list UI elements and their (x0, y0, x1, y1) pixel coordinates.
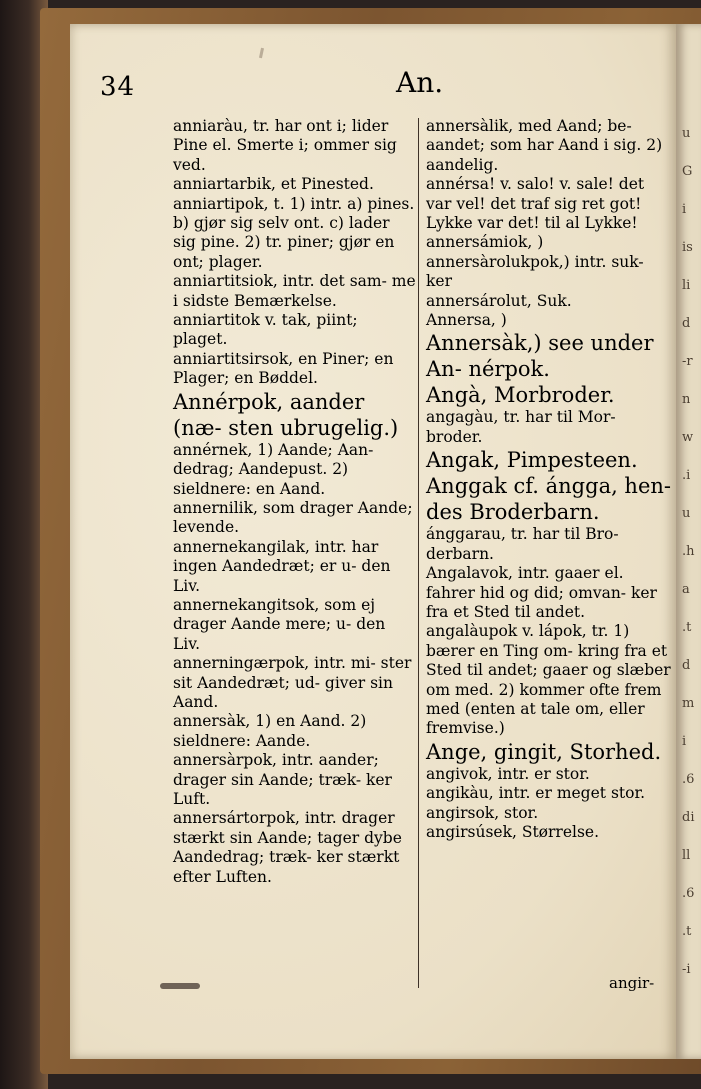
entry-headword: annersámiok, (426, 233, 538, 252)
entry-definition: see under An- nérpok. (426, 331, 654, 382)
entry-headword: ánggarau, (426, 525, 511, 544)
facing-page-fragment: i (682, 202, 687, 217)
entry-headword: annersárolut, (426, 291, 537, 310)
entry-definition: Pimpesteen. (506, 448, 638, 473)
dictionary-entry (426, 408, 674, 447)
entry-definition: tr. har ont i; lider Pine el. Smerte i; ommer sig ved. (173, 117, 397, 174)
entry-headword: annersàrolukpok,) (426, 252, 575, 271)
dictionary-entry (173, 195, 416, 273)
facing-page-fragment: li (682, 278, 691, 293)
dictionary-entry (426, 739, 674, 765)
dictionary-entry (173, 654, 416, 712)
entry-headword: Anggak (426, 474, 514, 499)
dictionary-entry (426, 447, 674, 473)
facing-page-fragment: .t (682, 620, 692, 635)
entry-definition: med Aand; be- aandet; som har Aand i sig. 2) aandelig. (426, 117, 663, 174)
entry-headword: annerningærpok, (173, 654, 315, 673)
entry-headword: Annersa, (426, 311, 501, 330)
facing-page-fragment: n (682, 392, 691, 407)
entry-definition: ) (500, 311, 507, 330)
entry-definition: en Piner; en Plager; en Bøddel. (173, 349, 394, 388)
entry-headword: Annérpok, (173, 389, 290, 414)
dictionary-entry (426, 473, 674, 525)
dictionary-entry (173, 499, 416, 538)
dictionary-entry (173, 175, 416, 194)
dictionary-entry (426, 175, 674, 233)
entry-headword: anniartitsirsok, (173, 349, 299, 368)
dictionary-entry (173, 751, 416, 809)
entry-definition: 1) Aande; Aan- dedrag; Aandepust. 2) sieldnere: en Aand. (173, 440, 374, 498)
entry-definition: som ej drager Aande mere; u- den Liv. (173, 595, 386, 653)
facing-page-fragment: .h (682, 544, 695, 559)
facing-page-fragment: -r (682, 354, 693, 369)
dictionary-entry (426, 525, 674, 564)
entry-headword: annersàk, (173, 712, 256, 731)
entry-definition: 1) en Aand. 2) sieldnere: Aande. (173, 712, 367, 750)
facing-page-fragment: .6 (682, 886, 695, 901)
entry-definition: intr. er meget stor. (498, 784, 646, 803)
entry-definition: intr. drager stærkt sin Aande; tager dybe Aandedrag; træk- ker stærkt efter Luften. (173, 809, 402, 886)
facing-page-fragment: w (682, 430, 694, 445)
dictionary-entry (426, 784, 674, 803)
facing-page-fragment: di (682, 810, 695, 825)
entry-definition: Suk. (536, 291, 572, 310)
entry-headword: Ange, (426, 739, 494, 764)
dictionary-entry (173, 538, 416, 596)
entry-definition: tr. har til Mor- broder. (426, 408, 616, 446)
facing-page-fragment: d (682, 658, 691, 673)
page-header (100, 62, 660, 102)
facing-page-fragment: .i (682, 468, 691, 483)
entry-definition: cf. ángga, hen- des Broderbarn. (426, 474, 672, 525)
entry-definition: v. salo! v. sale! det var vel! det traf sig ret got! Lykke var det! til al Lykke! (426, 175, 645, 233)
entry-definition: intr. gaaer el. fahrer hid og did; omvan- ker fra et Sted til andet. (426, 564, 657, 621)
entry-definition: intr. er stor. (497, 764, 590, 783)
entry-definition: som drager Aande; levende. (173, 498, 413, 537)
entry-headword: angalàupok (426, 622, 523, 641)
entry-definition: stor. (504, 803, 539, 822)
catchword: angir- (609, 974, 655, 992)
dictionary-entry (426, 564, 674, 622)
entry-headword: annersàlik, (426, 117, 519, 135)
dictionary-entry (426, 823, 674, 842)
entry-headword: Angà, (426, 383, 495, 408)
entry-headword: anniartipok, (173, 194, 274, 213)
entry-headword: annérnek, (173, 440, 258, 459)
dictionary-entry (173, 272, 416, 311)
right-column (426, 117, 674, 842)
entry-headword: anniartitok (173, 311, 265, 330)
entry-headword: anniartitsiok, (173, 272, 283, 291)
facing-page-fragment: -i (682, 962, 691, 977)
entry-definition: tr. har til Bro- derbarn. (426, 525, 619, 563)
entry-headword: Angak, (426, 448, 507, 473)
entry-definition: intr. har ingen Aandedræt; er u- den Liv. (173, 537, 391, 595)
entry-headword: angivok, (426, 764, 498, 783)
entry-headword: anniaràu, (173, 117, 253, 135)
left-column (173, 117, 416, 887)
dictionary-entry (426, 311, 674, 330)
entry-headword: angirsok, (426, 803, 505, 822)
dictionary-entry (426, 765, 674, 784)
dictionary-entry (173, 596, 416, 654)
dictionary-entry (173, 311, 416, 350)
dictionary-entry (426, 253, 674, 292)
facing-page-fragment: u (682, 126, 691, 141)
facing-page-fragment: is (682, 240, 693, 255)
facing-page-fragment: .6 (682, 772, 695, 787)
entry-definition: t. 1) intr. a) pines. b) gjør sig selv ont. c) lader sig pine. 2) tr. piner; gjør en ont; plager. (173, 194, 415, 271)
dictionary-entry (426, 804, 674, 823)
entry-headword: Annersàk,) (426, 331, 549, 356)
dictionary-entry (426, 330, 674, 382)
entry-headword: anniartarbik, (173, 175, 281, 194)
entry-definition: intr. aander; drager sin Aande; træk- ker Luft. (173, 751, 392, 808)
entry-definition: intr. mi- ster sit Aandedræt; ud- giver sin Aand. (173, 654, 412, 711)
dictionary-entry (426, 622, 674, 738)
running-head: An. (396, 66, 444, 99)
entry-headword: angagàu, (426, 408, 504, 427)
facing-page-fragment: G (682, 164, 693, 179)
dictionary-entry (426, 382, 674, 408)
facing-page-fragment: .t (682, 924, 692, 939)
entry-headword: angikàu, (426, 784, 499, 803)
facing-page-edge (676, 24, 701, 1059)
entry-headword: Angalavok, (426, 564, 518, 583)
dictionary-entry (173, 389, 416, 441)
entry-headword: annernekangilak, (173, 537, 315, 556)
facing-page-fragment: d (682, 316, 691, 331)
entry-headword: annernekangitsok, (173, 595, 325, 614)
dictionary-entry (426, 292, 674, 311)
entry-headword: annérsa! (426, 175, 501, 194)
dictionary-entry (173, 441, 416, 499)
page-number: 34 (100, 72, 136, 102)
dictionary-entry (173, 117, 416, 175)
entry-definition: intr. det sam- me i sidste Bemærkelse. (173, 272, 416, 310)
facing-page-fragment: i (682, 734, 687, 749)
dictionary-entry (173, 712, 416, 751)
entry-definition: et Pinested. (280, 175, 374, 194)
entry-definition: intr. suk- ker (426, 252, 644, 291)
entry-headword: annersàrpok, (173, 751, 282, 770)
entry-headword: angirsúsek, (426, 822, 522, 841)
dictionary-entry (426, 117, 674, 175)
entry-definition: aander (næ- sten ubrugelig.) (173, 389, 399, 440)
entry-definition: v. lápok, tr. 1) bærer en Ting om- kring fra et Sted til andet; gaaer og slæber om med. 2) kommer ofte frem med (enten at tale om, eller fremvise.) (426, 622, 671, 738)
dictionary-entry (173, 350, 416, 389)
entry-definition: Morbroder. (494, 383, 615, 408)
entry-definition: ) (537, 233, 544, 252)
entry-definition: gingit, Storhed. (493, 739, 662, 764)
entry-definition: Størrelse. (521, 822, 600, 841)
dictionary-entry (173, 809, 416, 887)
end-ornament (160, 983, 200, 989)
facing-page-fragment: m (682, 696, 695, 711)
facing-page-fragment: ll (682, 848, 691, 863)
entry-headword: annersártorpok, (173, 809, 305, 828)
column-divider (418, 118, 419, 988)
facing-page-fragment: a (682, 582, 690, 597)
facing-page-fragment: u (682, 506, 691, 521)
entry-definition: v. tak, piint; plaget. (173, 311, 358, 349)
entry-headword: annernilik, (173, 498, 263, 517)
dictionary-entry (426, 233, 674, 252)
